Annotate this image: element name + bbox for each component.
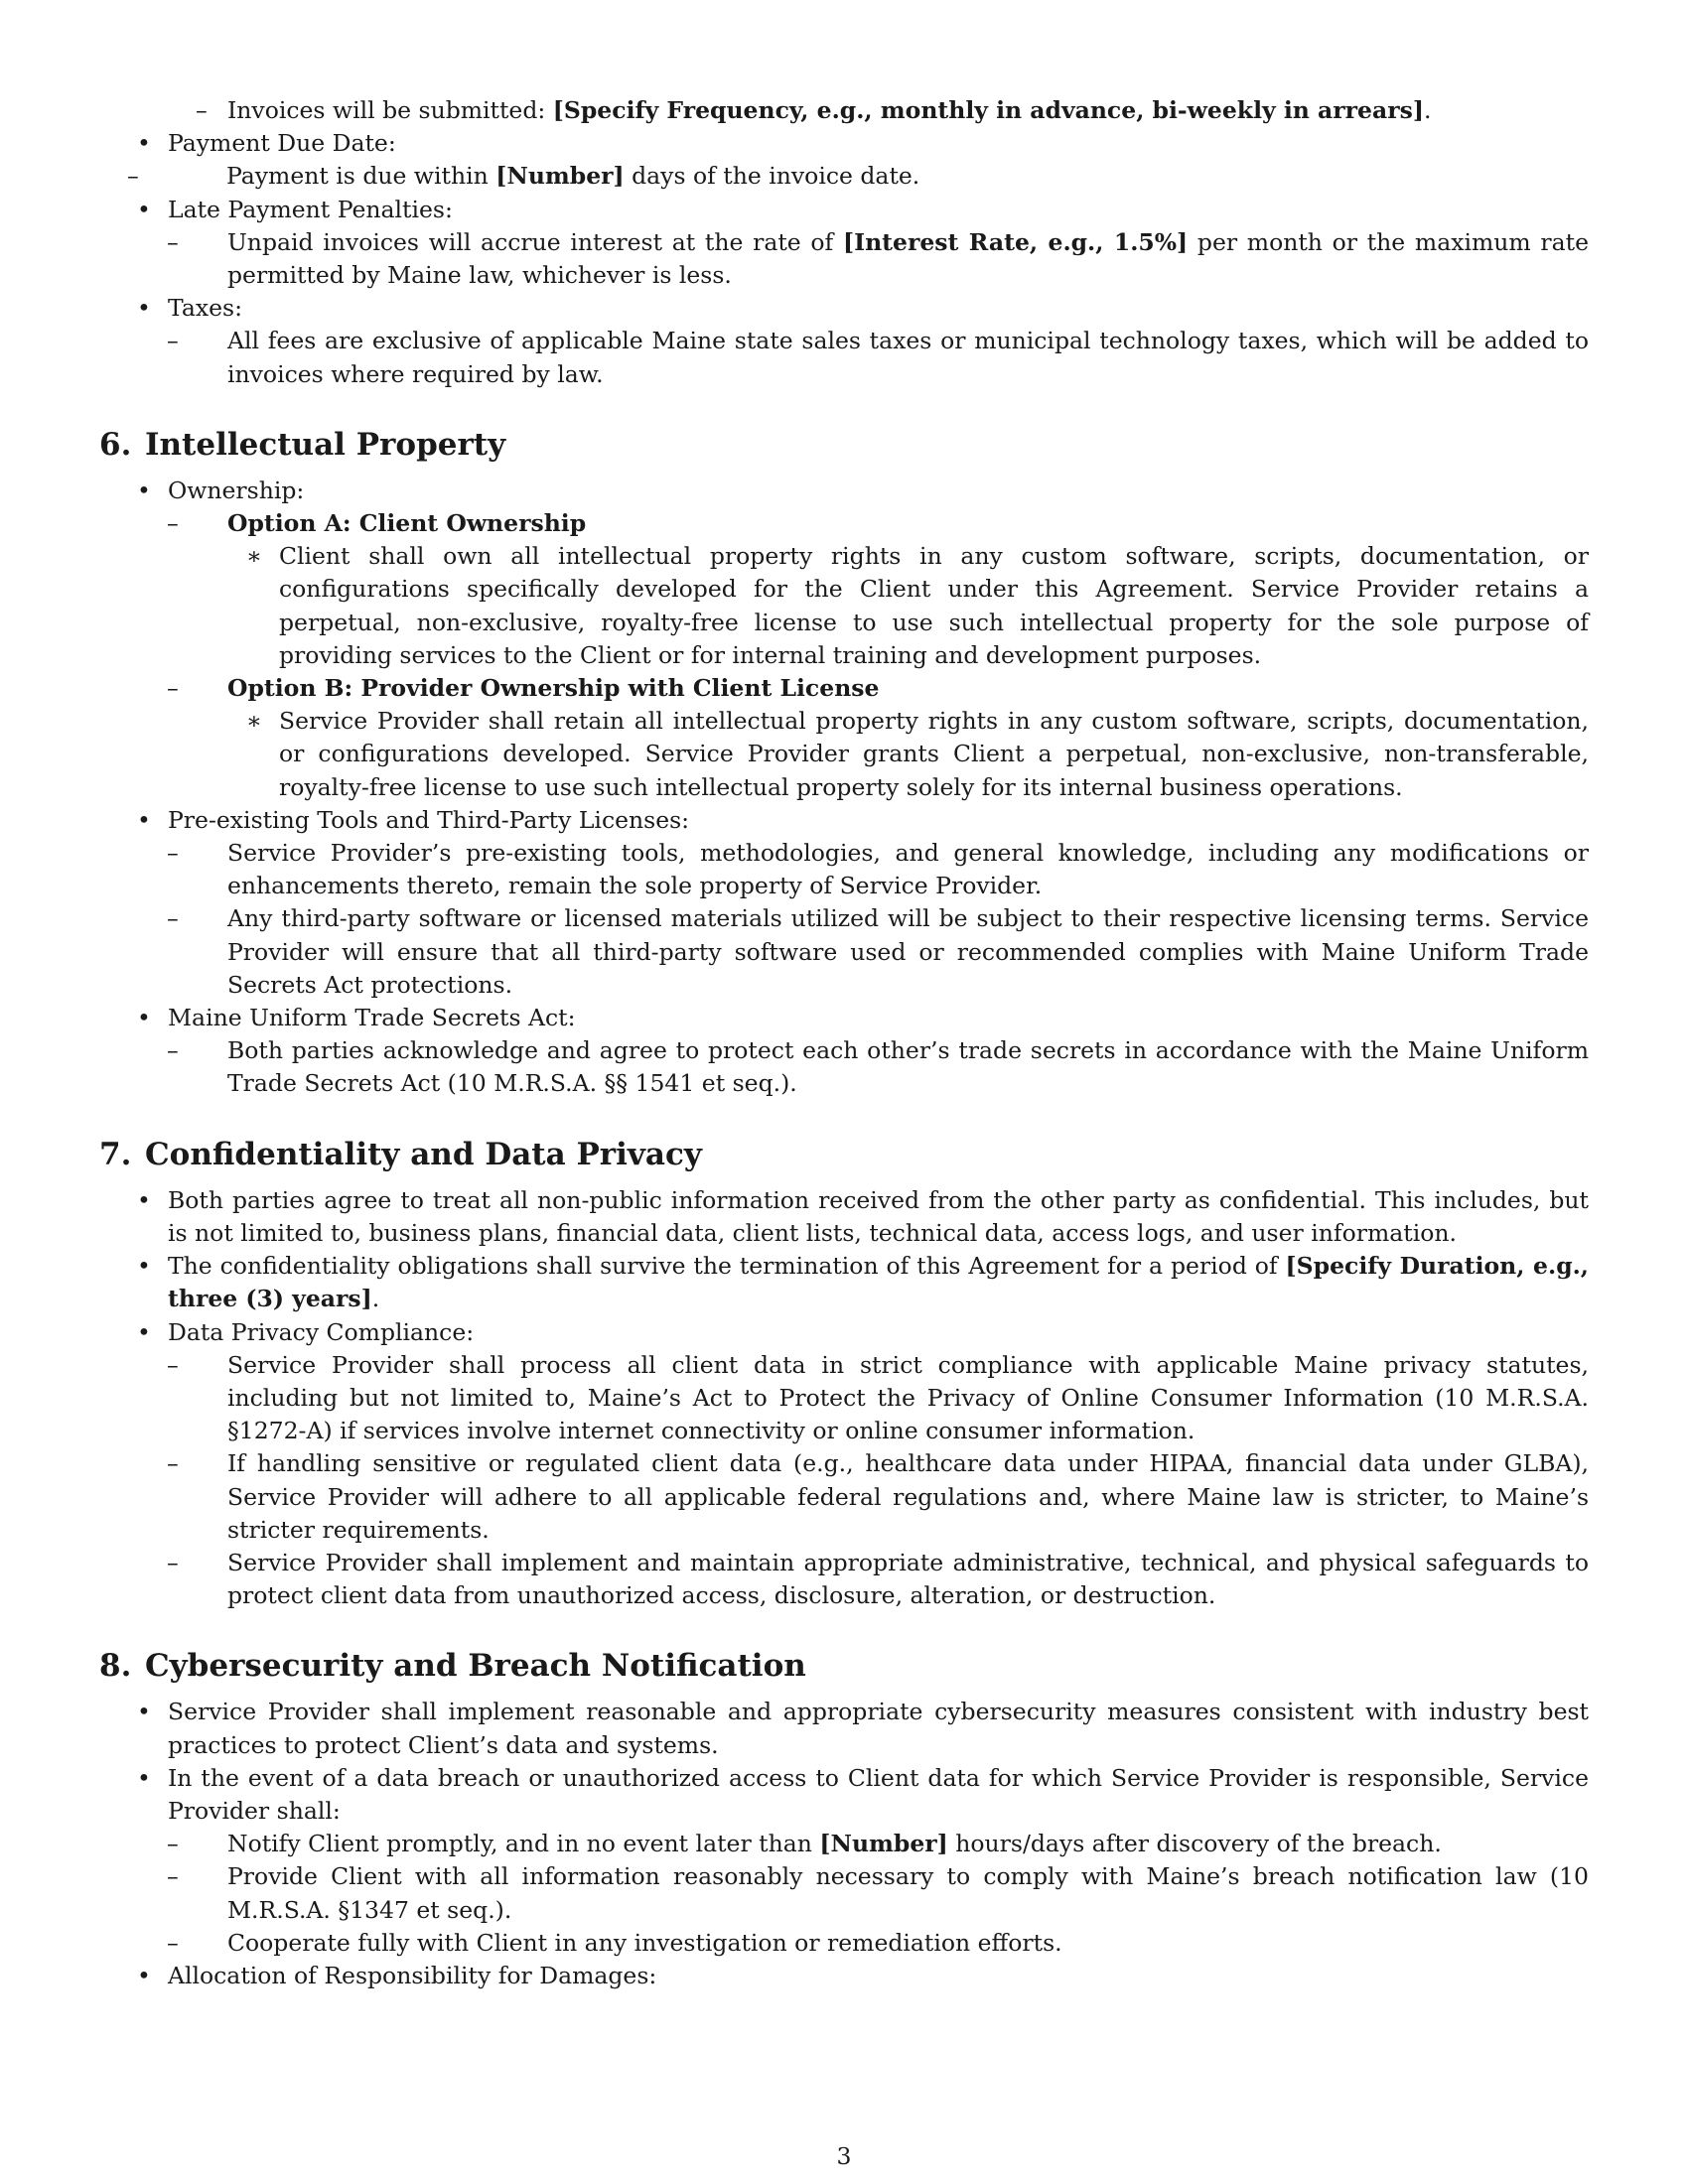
list-item: – Cooperate fully with Client in any investigation or remediation efforts. bbox=[108, 1927, 1589, 1960]
bullet-marker: • bbox=[137, 129, 151, 158]
dash-marker: – bbox=[127, 162, 139, 191]
list-item: • In the event of a data breach or unauthorized access to Client data for which Service Provider is responsible, Service Provider shall: – Notify Client promptly, and in no event later than [Number] hours/days after discovery of the breach. – Provide Client with all information reasonably necessary to comply with Maine’s breach notification law (10 M.R.S.A. §1347 et seq.). – Cooperate fully with Client in any investigation or remediation efforts. bbox=[99, 1762, 1589, 1960]
list-item bbox=[99, 194, 1589, 293]
dash-marker: – bbox=[167, 1350, 179, 1379]
dash-marker: – bbox=[167, 904, 179, 933]
dash-marker: – bbox=[167, 1449, 179, 1478]
list-item: – Any third-party software or licensed materials utilized will be subject to their respective licensing terms. Service Provider will ensure that all third-party software used or recommended complies with Maine Uniform Trade Secrets Act protections. bbox=[167, 904, 1589, 999]
section8-list bbox=[99, 1696, 1589, 1992]
bullet-marker: • bbox=[137, 1763, 151, 1792]
section-heading: 7. Confidentiality and Data Privacy bbox=[99, 1136, 702, 1172]
dash-marker: – bbox=[167, 839, 179, 868]
asterisk-marker: ∗ bbox=[246, 542, 262, 571]
taxes-label: Taxes: bbox=[168, 294, 242, 323]
dash-marker: – bbox=[167, 1036, 179, 1065]
page-number: 3 bbox=[836, 2142, 852, 2170]
list-item: – All fees are exclusive of applicable Maine state sales taxes or municipal technology taxes, which will be added to invoices where required by law. bbox=[167, 327, 1589, 388]
bullet-marker: • bbox=[137, 1317, 151, 1346]
payment-due-label: Payment Due Date: bbox=[168, 129, 396, 158]
list-item: – Notify Client promptly, and in no event later than [Number] hours/days after discovery of the breach. bbox=[108, 1828, 1589, 1860]
list-item: – Invoices will be submitted: [Specify Frequency, e.g., monthly in advance, bi-weekly in arrears]. bbox=[168, 94, 1589, 127]
asterisk-marker: ∗ bbox=[246, 707, 262, 736]
section-heading: 8. Cybersecurity and Breach Notification bbox=[99, 1648, 806, 1685]
list-item: – Provide Client with all information reasonably necessary to comply with Maine’s breach notification law (10 M.R.S.A. §1347 et seq.). bbox=[167, 1862, 1589, 1924]
list-item: – Service Provider shall process all client data in strict compliance with applicable Maine privacy statutes, including but not limited to, Maine’s Act to Protect the Privacy of Online Consumer Information (10 M.R.S.A. §1272-A) if services involve internet connectivity or online consumer information. bbox=[167, 1350, 1589, 1445]
section6-list bbox=[99, 475, 1589, 1101]
dash-marker: – bbox=[167, 327, 179, 355]
dash-marker: – bbox=[196, 96, 208, 124]
list-item: • Data Privacy Compliance: – Service Provider shall process all client data in strict compliance with applicable Maine privacy statutes, including but not limited to, Maine’s Act to Protect the Privacy of Online Consumer Information (10 M.R.S.A. §1272-A) if services involve internet connectivity or online consumer information. – If handling sensitive or regulated client data (e.g., healthcare data under HIPAA, financial data under GLBA), Service Provider will adhere to all applicable federal regulations and, where Maine law is stricter, to Maine’s stricter requirements. – Service Provider shall implement and maintain appropriate administrative, technical, and physical safeguards to protect client data from unauthorized access, disclosure, alteration, or destruction. bbox=[99, 1316, 1589, 1613]
list-item: ∗ Client shall own all intellectual property rights in any custom software, scripts, documentation, or configurations specifically developed for the Client under this Agreement. Service Provider retains a perpetual, non-exclusive, royalty-free license to use such intellectual property for the sole purpose of providing services to the Client or for internal training and development purposes. bbox=[246, 542, 1589, 669]
list-item: – If handling sensitive or regulated client data (e.g., healthcare data under HIPAA, financial data under GLBA), Service Provider will adhere to all applicable federal regulations and, where Maine law is stricter, to Maine’s stricter requirements. bbox=[167, 1449, 1589, 1544]
list-item bbox=[99, 94, 1589, 127]
list-item bbox=[108, 672, 1589, 804]
list-item bbox=[108, 507, 1589, 672]
dash-marker: – bbox=[167, 509, 179, 538]
late-penalties-label: Late Payment Penalties: bbox=[168, 195, 453, 223]
bullet-marker: • bbox=[137, 805, 151, 834]
bullet-marker: • bbox=[137, 1185, 151, 1214]
list-item: – Service Provider’s pre-existing tools, methodologies, and general knowledge, including any modifications or enhancements thereto, remain the sole property of Service Provider. bbox=[167, 839, 1589, 900]
option-a-title: Option A: Client Ownership bbox=[227, 509, 587, 538]
document-page bbox=[99, 94, 1589, 1992]
bullet-marker: • bbox=[137, 1252, 151, 1281]
list-item: – Payment is due within [Number] days of the invoice date. bbox=[168, 160, 1589, 193]
dash-marker: – bbox=[167, 674, 179, 703]
list-item: • Maine Uniform Trade Secrets Act: – Both parties acknowledge and agree to protect each other’s trade secrets in accordance with the Maine Uniform Trade Secrets Act (10 M.R.S.A. §§ 1541 et seq.). bbox=[99, 1002, 1589, 1101]
list-item: • The confidentiality obligations shall survive the termination of this Agreement for a period of [Specify Duration, e.g., three (3) years]. bbox=[137, 1252, 1589, 1313]
list-item: • Service Provider shall implement reasonable and appropriate cybersecurity measures consistent with industry best practices to protect Client’s data and systems. bbox=[137, 1698, 1589, 1759]
list-item bbox=[99, 292, 1589, 391]
dash-marker: – bbox=[167, 1928, 179, 1957]
list-item: • Ownership: – Option A: Client Ownership ∗ Client shall own all intellectual property rights in any custom software, scripts, documentation, or configurations specifically developed for the Client under this Agreement. Service Provider retains a perpetual, non-exclusive, royalty-free license to use such intellectual property for the sole purpose of providing services to the Client or for internal training and development purposes. – Option B: Provider Ownership with Client License ∗ Service Provider shall retain all intellectual property rights in any custom software, scripts, documentation, or configurations developed. Service Provider grants Client a perpetual, non-exclusive, non-transferable, royalty-free license to use such intellectual property solely for its internal business operations. bbox=[99, 475, 1589, 804]
dash-marker: – bbox=[167, 1830, 179, 1858]
bullet-marker: • bbox=[137, 195, 151, 223]
dash-marker: – bbox=[167, 1862, 179, 1891]
dash-marker: – bbox=[167, 227, 179, 256]
list-item: – Service Provider shall implement and maintain appropriate administrative, technical, and physical safeguards to protect client data from unauthorized access, disclosure, alteration, or destruction. bbox=[167, 1548, 1589, 1610]
bullet-marker: • bbox=[137, 476, 151, 504]
list-item: • Both parties agree to treat all non-public information received from the other party as confidential. This includes, but is not limited to, business plans, financial data, client lists, technical data, access logs, and user information. bbox=[137, 1185, 1589, 1247]
bullet-marker: • bbox=[137, 1698, 151, 1726]
bullet-marker: • bbox=[137, 294, 151, 323]
option-b-title: Option B: Provider Ownership with Client License bbox=[227, 674, 880, 703]
section7-list bbox=[99, 1184, 1589, 1613]
list-item: ∗ Service Provider shall retain all intellectual property rights in any custom software, scripts, documentation, or configurations developed. Service Provider grants Client a perpetual, non-exclusive, non-transferable, royalty-free license to use such intellectual property solely for its internal business operations. bbox=[246, 707, 1589, 801]
list-item: – Unpaid invoices will accrue interest at the rate of [Interest Rate, e.g., 1.5%] per month or the maximum rate permitted by Maine law, whichever is less. bbox=[167, 227, 1589, 290]
list-item bbox=[99, 127, 1589, 193]
bullet-marker: • bbox=[137, 1961, 151, 1989]
section5-list bbox=[99, 94, 1589, 391]
bullet-marker: • bbox=[137, 1004, 151, 1032]
dash-marker: – bbox=[167, 1548, 179, 1576]
section-heading: 6. Intellectual Property bbox=[99, 426, 506, 463]
list-item: • Pre-existing Tools and Third-Party Licenses: – Service Provider’s pre-existing tools, methodologies, and general knowledge, including any modifications or enhancements thereto, remain the sole property of Service Provider. – Any third-party software or licensed materials utilized will be subject to their respective licensing terms. Service Provider will ensure that all third-party software used or recommended complies with Maine Uniform Trade Secrets Act protections. bbox=[99, 804, 1589, 1002]
list-item: – Both parties acknowledge and agree to protect each other’s trade secrets in accordance with the Maine Uniform Trade Secrets Act (10 M.R.S.A. §§ 1541 et seq.). bbox=[167, 1036, 1589, 1098]
list-item: • Allocation of Responsibility for Damages: bbox=[99, 1960, 1589, 1992]
